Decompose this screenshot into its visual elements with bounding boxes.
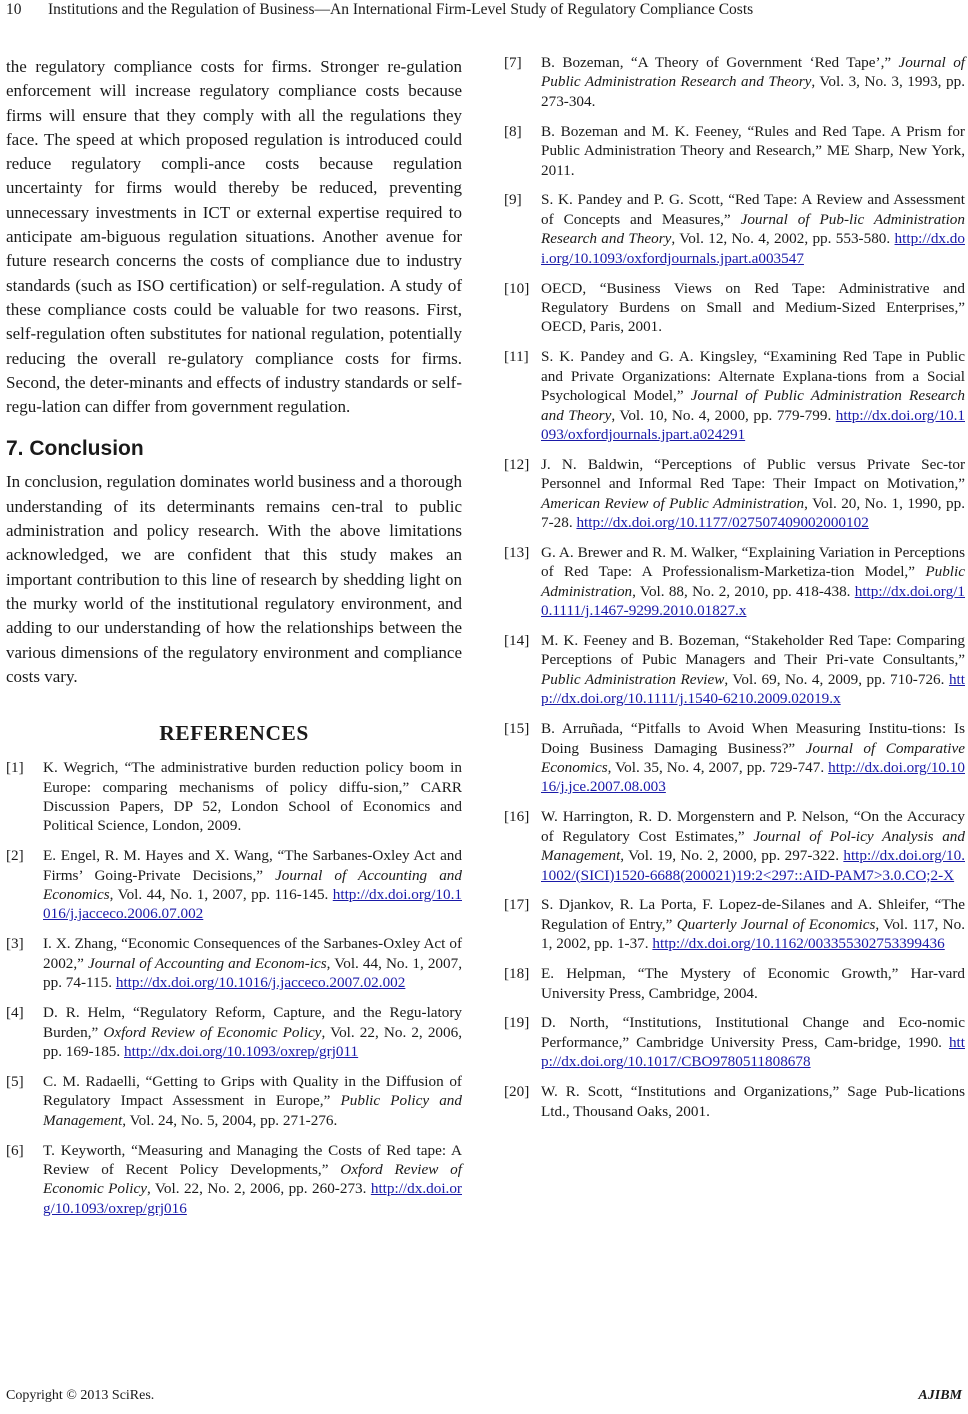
reference-entry [6, 758, 462, 836]
reference-source-title: Journal of Pol-icy Analysis and Management [541, 827, 965, 865]
reference-number: [1] [6, 759, 24, 777]
reference-text: B. Bozeman, “A Theory of Government ‘Red Tape’,” [541, 54, 899, 71]
reference-source-title: Public Administration Review [541, 670, 725, 688]
reference-number: [15] [504, 720, 530, 738]
doi-link[interactable]: http://dx.doi.org/10.1002/(SICI)1520-6688(200021)19:2<297::AID-PAM7>3.0.CO;2-X [541, 847, 965, 884]
reference-entry [6, 1141, 462, 1219]
reference-source-title: Public Policy and Management [43, 1092, 462, 1129]
reference-source-title: Journal of Public Administration Research and Theory [541, 54, 966, 91]
reference-text: W. R. Scott, “Institutions and Organizations,” Sage Pub-lications Ltd., Thousand Oaks, 2001. [541, 1083, 965, 1120]
reference-number: [6] [6, 1141, 24, 1159]
reference-text: E. Engel, R. M. Hayes and X. Wang, “The Sarbanes-Oxley Act and Firms’ Going-Private Decisions,” [43, 847, 462, 884]
reference-number: [13] [504, 543, 530, 561]
reference-number: [19] [504, 1014, 530, 1032]
reference-source-title: Oxford Review of Economic Policy [103, 1023, 322, 1041]
reference-details: , Vol. 10, No. 4, 2000, pp. 779-799. [611, 406, 836, 424]
reference-text: B. Bozeman and M. K. Feeney, “Rules and Red Tape. A Prism for Public Administration Theory and Research,” ME Sharp, New York, 2011. [541, 122, 965, 179]
page-header [0, 0, 968, 26]
reference-entry [6, 1003, 462, 1061]
reference-entry [504, 122, 965, 180]
reference-details: , Vol. 19, No. 2, 2000, pp. 297-322. [620, 847, 844, 865]
reference-entry [504, 53, 965, 111]
doi-link[interactable]: http://dx.doi.org/10.1016/j.jce.2007.08.003 [541, 759, 965, 796]
reference-number: [16] [504, 808, 530, 826]
references-heading: REFERENCES [159, 721, 309, 746]
reference-source-title: Oxford Review of Economic Policy [43, 1160, 462, 1198]
page-footer [0, 1388, 968, 1410]
conclusion-heading: 7. Conclusion [6, 437, 144, 461]
reference-entry [504, 631, 965, 709]
reference-source-title: Quarterly Journal of Economics [676, 915, 876, 933]
reference-list-left [6, 758, 462, 1218]
reference-entry [504, 190, 965, 268]
reference-entry [504, 1082, 965, 1121]
reference-number: [11] [504, 348, 529, 366]
left-column [6, 55, 462, 1229]
reference-text: S. Djankov, R. La Porta, F. Lopez-de-Silanes and A. Shleifer, “The Regulation of Entry,” [541, 896, 965, 933]
reference-entry [504, 455, 965, 533]
reference-number: [10] [504, 279, 530, 297]
reference-number: [4] [6, 1004, 24, 1022]
reference-details: , Vol. 22, No. 2, 2006, pp. 169-185. [43, 1023, 463, 1060]
reference-entry [504, 279, 965, 337]
reference-entry [6, 1072, 462, 1130]
reference-details: , Vol. 22, No. 2, 2006, pp. 260-273. [146, 1180, 371, 1198]
reference-text: T. Keyworth, “Measuring and Managing the Costs of Red tape: A Review of Recent Policy Developments,” [43, 1141, 462, 1178]
doi-link[interactable]: http://dx.doi.org/10.1093/oxfordjournals.jpart.a024291 [541, 406, 965, 443]
doi-link[interactable]: http://dx.doi.org/10.1177/027507409002000102 [576, 514, 869, 532]
reference-text: W. Harrington, R. D. Morgenstern and P. Nelson, “On the Accuracy of Regulatory Cost Estimates,” [541, 808, 965, 845]
reference-entry [504, 543, 965, 621]
reference-details: , Vol. 88, No. 2, 2010, pp. 418-438. [632, 582, 855, 600]
doi-link[interactable]: http://dx.doi.org/10.1016/j.jacceco.2007.02.002 [115, 974, 406, 992]
reference-text: E. Helpman, “The Mystery of Economic Growth,” Har-vard University Press, Cambridge, 2004. [541, 965, 965, 1002]
reference-text: S. K. Pandey and P. G. Scott, “Red Tape: A Review and Assessment of Concepts and Measures,” [541, 191, 965, 228]
reference-details: , Vol. 3, No. 3, 1993, pp. 273-304. [541, 73, 965, 110]
reference-text: M. K. Feeney and B. Bozeman, “Stakeholder Red Tape: Comparing Perceptions of Pubic Managers and Their Pri-vate Consultants,” [541, 632, 965, 669]
doi-link[interactable]: http://dx.doi.org/10.1017/CBO9780511808678 [541, 1033, 965, 1071]
reference-entry [504, 347, 965, 444]
reference-text: D. North, “Institutions, Institutional Change and Eco-nomic Performance,” Cambridge University Press, Cam-bridge, 1990. [541, 1014, 965, 1051]
reference-number: [5] [6, 1072, 24, 1090]
reference-number: [20] [504, 1083, 530, 1101]
journal-abbreviation: AJIBM [918, 1388, 962, 1403]
reference-source-title: Journal of Accounting and Economics [43, 866, 462, 904]
doi-link[interactable]: http://dx.doi.org/10.1093/oxrep/grj011 [124, 1042, 359, 1060]
reference-text: OECD, “Business Views on Red Tape: Administrative and Regulatory Burdens on Small and Medium-Sized Enterprises,” OECD, Paris, 2001. [541, 279, 965, 336]
reference-number: [14] [504, 632, 530, 650]
reference-number: [12] [504, 455, 530, 473]
doi-link[interactable]: http://dx.doi.org/10.1111/j.1467-9299.2010.01827.x [541, 582, 965, 620]
doi-link[interactable]: http://dx.doi.org/10.1016/j.jacceco.2006.07.002 [43, 886, 462, 923]
reference-text: I. X. Zhang, “Economic Consequences of the Sarbanes-Oxley Act of 2002,” [43, 935, 462, 972]
intro-paragraph: the regulatory compliance costs for firms. Stronger re-gulation enforcement will increase regulatory compliance costs because firms will ensure that they comply with all the regulations they face. The speed at which proposed regulation is introduced could reduce regulatory compli-ance costs because regulation uncertainty for firms would thereby be reduced, preventing unnecessary investments in ICT or external expertise required to anticipate am-biguous regulation situations. Another avenue for future research concerns the costs of compliance due to industry standards (such as ISO certification) or self-regulation. A study of these compliance costs could be valuable for two reasons. First, self-regulation often substitutes for national regulation, potentially reducing the overall re-gulatory compliance costs for firms. Second, the deter-minants and effects of industry standards or self-regu-lation can differ from government regulation. [6, 57, 462, 417]
reference-details: , Vol. 69, No. 4, 2009, pp. 710-726. [724, 670, 949, 688]
reference-entry [504, 807, 965, 885]
reference-number: [8] [504, 122, 522, 140]
reference-text: C. M. Radaelli, “Getting to Grips with Quality in the Diffusion of Regulatory Impact Assessment in Europe,” [43, 1072, 462, 1110]
page-number: 10 [6, 1, 22, 18]
reference-number: [18] [504, 965, 530, 983]
reference-source-title: Journal of Comparative Economics [541, 739, 965, 776]
reference-entry [504, 895, 965, 953]
doi-link[interactable]: http://dx.doi.org/10.1162/003355302753399436 [652, 935, 945, 953]
reference-entry [6, 846, 462, 924]
reference-entry [6, 934, 462, 992]
reference-number: [2] [6, 847, 24, 865]
conclusion-paragraph: In conclusion, regulation dominates world business and a thorough understanding of its determinants remains cen-tral to public administration and policy research. With the above limitations acknowledged, we are confident that this study makes an important contribution to this line of research by shedding light on the murky world of the institutional regulatory environment, and adding to our understanding of how the relationships between the various dimensions of the regulatory environment and compliance costs vary. [6, 472, 462, 686]
reference-source-title: Journal of Accounting and Econom-ics [87, 954, 327, 972]
reference-number: [7] [504, 54, 522, 71]
reference-source-title: American Review of Public Administration [541, 494, 805, 512]
reference-details: , Vol. 44, No. 1, 2007, pp. 74-115. [43, 954, 462, 992]
reference-list-right [504, 53, 965, 1121]
reference-text: S. K. Pandey and G. A. Kingsley, “Examining Red Tape in Public and Private Organizations: Alternate Explana-tions from a Social Psychological Model,” [541, 348, 965, 405]
doi-link[interactable]: http://dx.doi.org/10.1111/j.1540-6210.2009.02019.x [541, 670, 965, 708]
reference-text: B. Arruñada, “Pitfalls to Avoid When Measuring Institu-tions: Is Doing Business Damaging Business?” [541, 720, 965, 757]
doi-link[interactable]: http://dx.doi.org/10.1093/oxfordjournals.jpart.a003547 [541, 230, 965, 267]
reference-text: J. N. Baldwin, “Perceptions of Public versus Private Sec-tor Personnel and Informal Red Tape: Their Impact on Motivation,” [541, 455, 965, 493]
reference-entry [504, 964, 965, 1003]
reference-text: K. Wegrich, “The administrative burden reduction policy boom in Europe: comparing mechanisms of policy diffu-sion,” CARR Discussion Papers, DP 52, London School of Economics and Political Science, London, 2009. [43, 759, 462, 835]
reference-source-title: Journal of Public Administration Research and Theory [541, 387, 965, 424]
copyright-notice: Copyright © 2013 SciRes. [6, 1388, 155, 1403]
reference-number: [3] [6, 935, 24, 953]
reference-details: , Vol. 35, No. 4, 2007, pp. 729-747. [607, 759, 829, 776]
reference-text: D. R. Helm, “Regulatory Reform, Capture, and the Regu-latory Burden,” [43, 1004, 462, 1041]
reference-details: , Vol. 117, No. 1, 2002, pp. 1-37. [541, 915, 965, 953]
reference-entry [504, 719, 965, 797]
doi-link[interactable]: http://dx.doi.org/10.1093/oxrep/grj016 [43, 1180, 462, 1217]
reference-source-title: Journal of Pub-lic Administration Research and Theory [541, 210, 965, 248]
reference-number: [9] [504, 191, 522, 209]
reference-text: G. A. Brewer and R. M. Walker, “Explaining Variation in Perceptions of Red Tape: A Professionalism-Marketiza-tion Model,” [541, 543, 965, 581]
right-column [504, 53, 965, 1132]
reference-details: , Vol. 20, No. 1, 1990, pp. 7-28. [541, 494, 966, 532]
reference-details: , Vol. 12, No. 4, 2002, pp. 553-580. [671, 230, 895, 248]
reference-number: [17] [504, 896, 530, 914]
reference-details: , Vol. 24, No. 5, 2004, pp. 271-276. [122, 1111, 338, 1129]
reference-entry [504, 1013, 965, 1071]
reference-details: , Vol. 44, No. 1, 2007, pp. 116-145. [109, 886, 333, 904]
reference-source-title: Public Administration [541, 563, 965, 600]
running-title: Institutions and the Regulation of Business—An International Firm-Level Study of Regulatory Compliance Costs [48, 1, 754, 18]
